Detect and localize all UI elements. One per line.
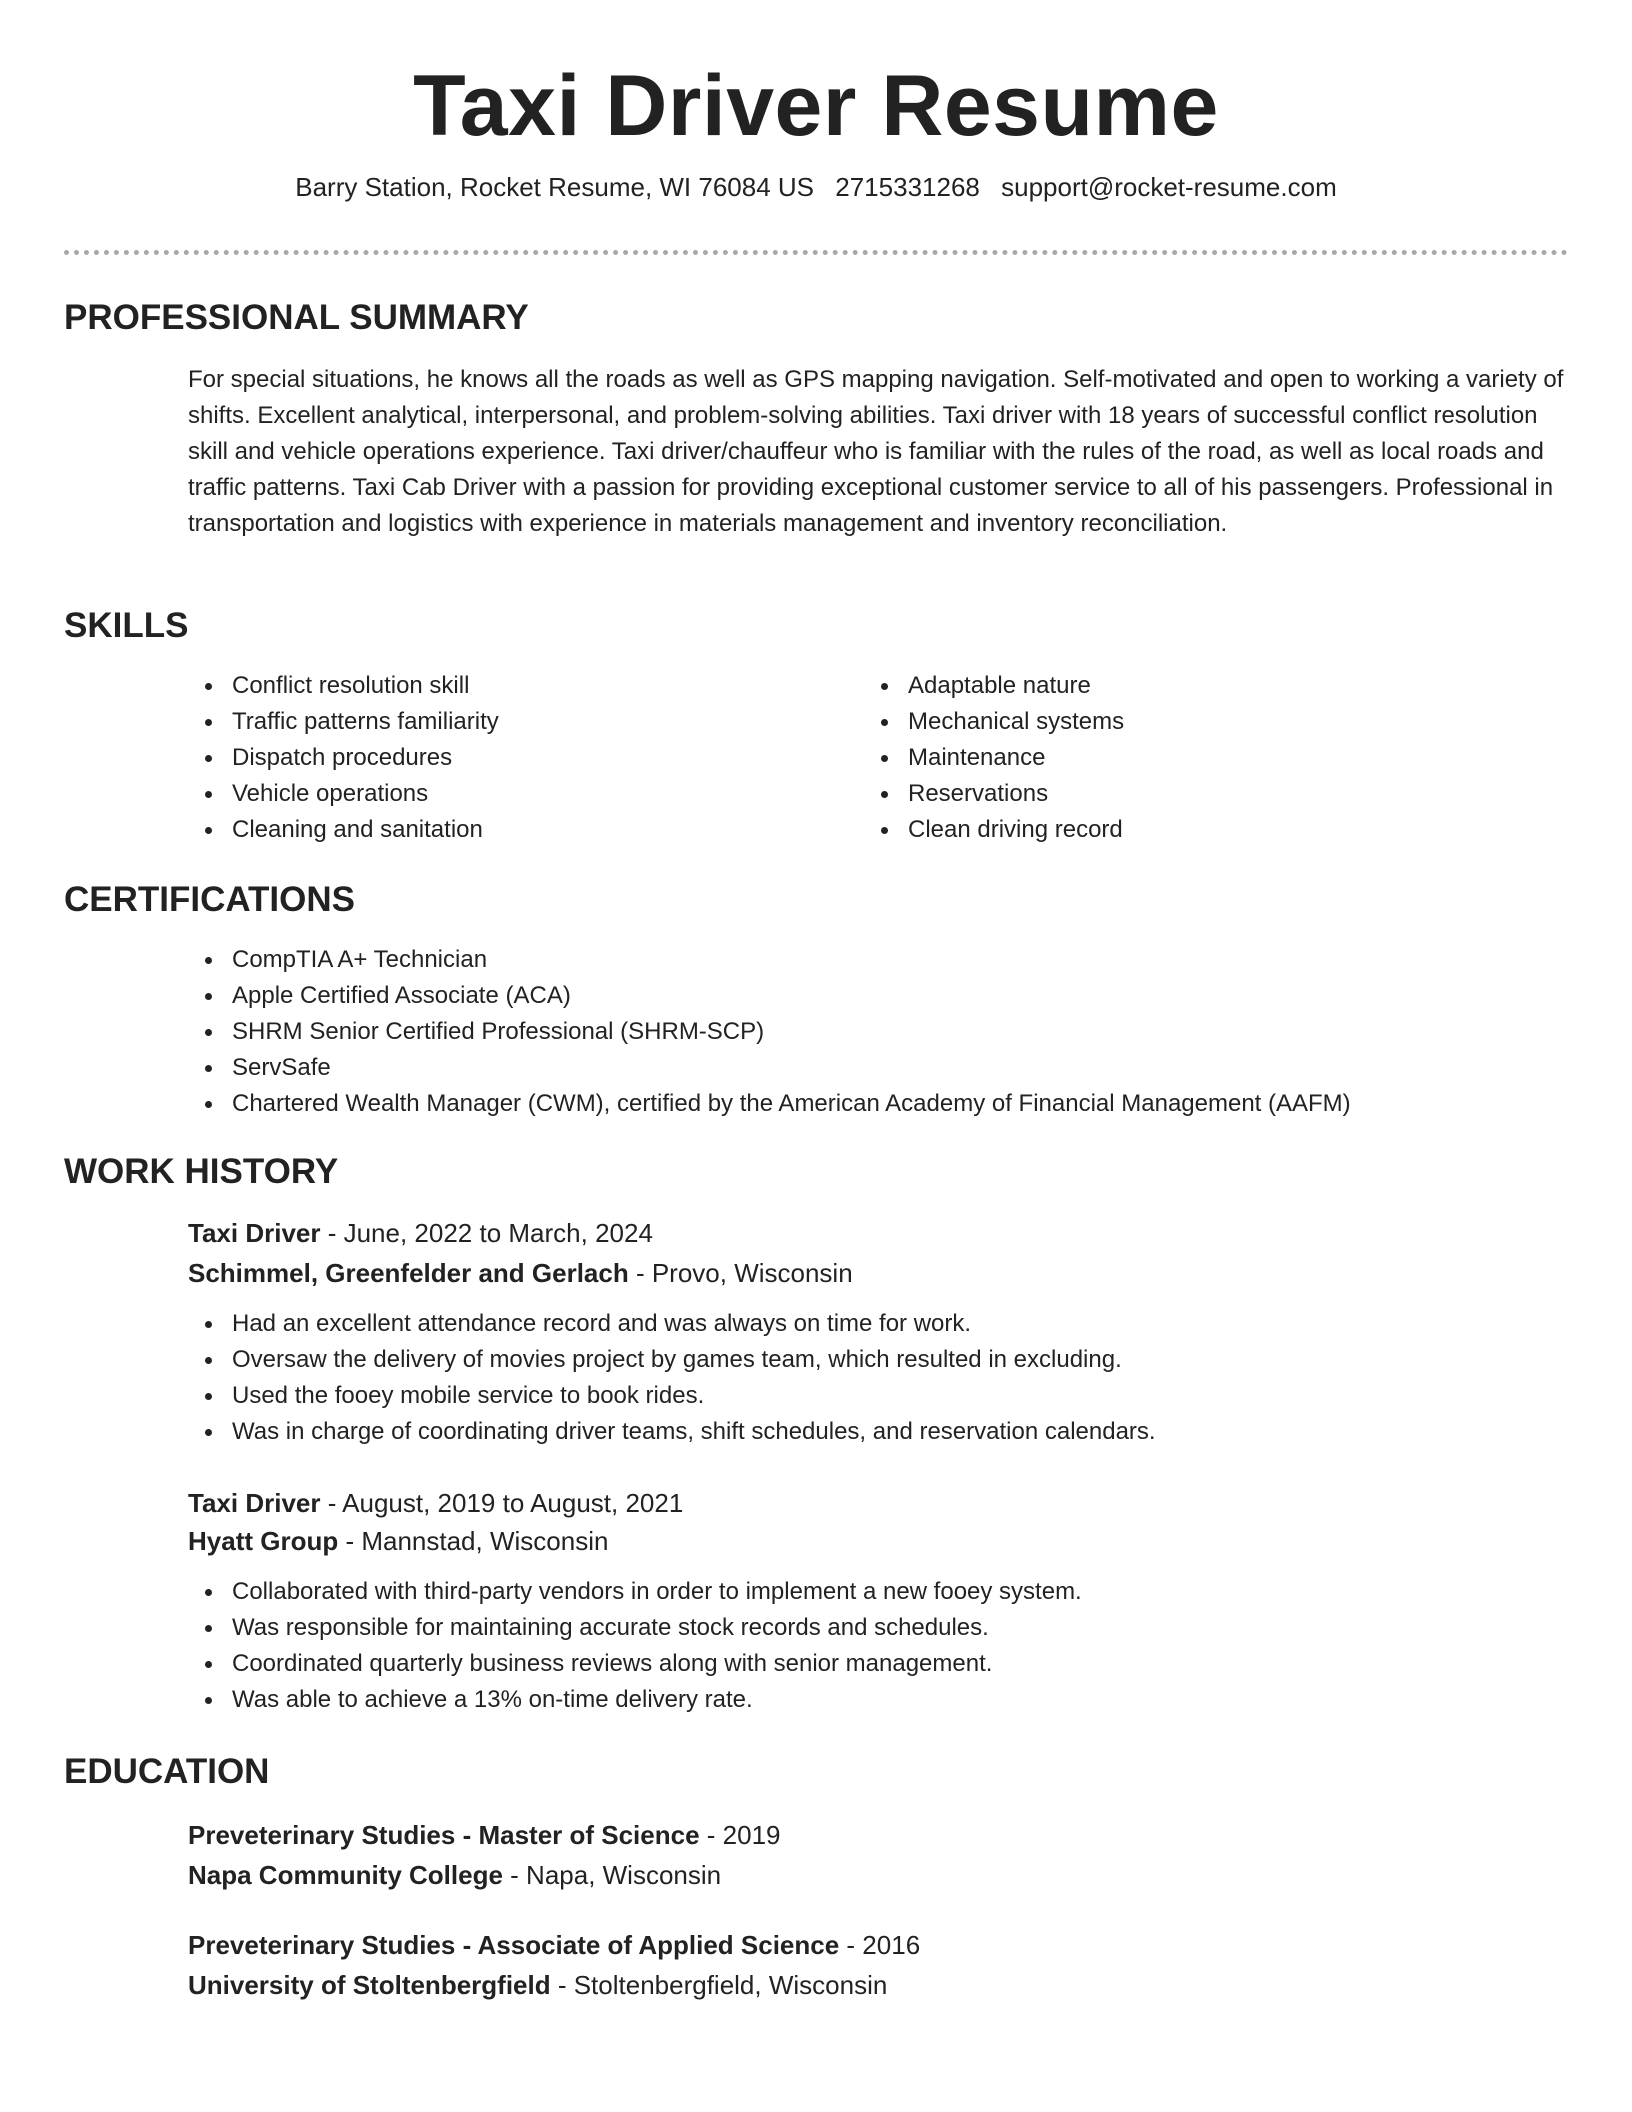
job-duty-item: Was in charge of coordinating driver teams, shift schedules, and reservation calendars. — [188, 1414, 1568, 1450]
degree-name: Preveterinary Studies - Associate of Applied Science — [188, 1930, 840, 1960]
contact-email[interactable]: support@rocket-resume.com — [1001, 172, 1337, 202]
job-company-line — [188, 1254, 1568, 1292]
skills-column-left — [188, 668, 864, 848]
certification-item: CompTIA A+ Technician — [188, 942, 1568, 978]
skill-item: Traffic patterns familiarity — [188, 704, 864, 740]
certifications-list — [188, 942, 1568, 1122]
job-dates: - June, 2022 to March, 2024 — [320, 1218, 653, 1248]
skill-item: Vehicle operations — [188, 776, 864, 812]
skills-column-right — [864, 668, 1540, 848]
job-location: - Mannstad, Wisconsin — [338, 1526, 609, 1556]
contact-line — [0, 170, 1632, 204]
job-duty-item: Was able to achieve a 13% on-time delivery rate. — [188, 1682, 1568, 1718]
education-heading: EDUCATION — [64, 1752, 270, 1791]
degree-name: Preveterinary Studies - Master of Science — [188, 1820, 700, 1850]
job-duty-item: Was responsible for maintaining accurate stock records and schedules. — [188, 1610, 1568, 1646]
degree-year: - 2019 — [699, 1820, 781, 1850]
job-duty-item: Had an excellent attendance record and was always on time for work. — [188, 1306, 1568, 1342]
work-history-heading: WORK HISTORY — [64, 1152, 339, 1191]
certification-item: Apple Certified Associate (ACA) — [188, 978, 1568, 1014]
certifications-heading: CERTIFICATIONS — [64, 880, 356, 919]
skill-item: Adaptable nature — [864, 668, 1540, 704]
skill-item: Reservations — [864, 776, 1540, 812]
skill-item: Dispatch procedures — [188, 740, 864, 776]
certifications-block — [188, 942, 1568, 1122]
skill-item: Conflict resolution skill — [188, 668, 864, 704]
job-duty-item: Collaborated with third-party vendors in order to implement a new fooey system. — [188, 1574, 1568, 1610]
contact-phone: 2715331268 — [835, 172, 980, 202]
job-dates: - August, 2019 to August, 2021 — [320, 1488, 684, 1518]
job-title-line — [188, 1214, 1568, 1252]
degree-line — [188, 1926, 1568, 1964]
summary-text: For special situations, he knows all the roads as well as GPS mapping navigation. Self-motivated and open to working a variety of shifts. Excellent analytical, interpersonal, and problem-solving abilities. Taxi driver with 18 years of successful conflict resolution skill and vehicle operations experience. Taxi driver/chauffeur who is familiar with the rules of the road, as well as local roads and traffic patterns. Taxi Cab Driver with a passion for providing exceptional customer service to all of his passengers. Professional in transportation and logistics with experience in materials management and inventory reconciliation. — [188, 366, 1564, 537]
job-location: - Provo, Wisconsin — [628, 1258, 853, 1288]
work-entry — [188, 1484, 1568, 1718]
skill-item: Cleaning and sanitation — [188, 812, 864, 848]
job-title-line — [188, 1484, 1568, 1522]
degree-year: - 2016 — [839, 1930, 921, 1960]
school-location: - Napa, Wisconsin — [502, 1860, 722, 1890]
summary-block — [188, 362, 1568, 542]
job-title: Taxi Driver — [188, 1488, 321, 1518]
skills-list — [188, 668, 1568, 848]
job-duties — [188, 1574, 1568, 1718]
work-entry — [188, 1214, 1568, 1450]
certification-item: ServSafe — [188, 1050, 1568, 1086]
skill-item: Maintenance — [864, 740, 1540, 776]
job-duties — [188, 1306, 1568, 1450]
job-duty-item: Used the fooey mobile service to book rides. — [188, 1378, 1568, 1414]
job-duty-item: Oversaw the delivery of movies project by games team, which resulted in excluding. — [188, 1342, 1568, 1378]
school-line — [188, 1966, 1568, 2004]
job-duty-item: Coordinated quarterly business reviews along with senior management. — [188, 1646, 1568, 1682]
skills-heading: SKILLS — [64, 606, 189, 645]
job-company: Schimmel, Greenfelder and Gerlach — [188, 1258, 629, 1288]
school-line — [188, 1856, 1568, 1894]
job-company: Hyatt Group — [188, 1526, 339, 1556]
certification-item: Chartered Wealth Manager (CWM), certified by the American Academy of Financial Management (AAFM) — [188, 1086, 1568, 1122]
education-entry — [188, 1926, 1568, 2004]
resume-title: Taxi Driver Resume — [413, 58, 1219, 154]
school-name: University of Stoltenbergfield — [188, 1970, 551, 2000]
skill-item: Mechanical systems — [864, 704, 1540, 740]
school-name: Napa Community College — [188, 1860, 503, 1890]
certification-item: SHRM Senior Certified Professional (SHRM-SCP) — [188, 1014, 1568, 1050]
school-location: - Stoltenbergfield, Wisconsin — [550, 1970, 888, 2000]
contact-address: Barry Station, Rocket Resume, WI 76084 US — [295, 172, 815, 202]
skill-item: Clean driving record — [864, 812, 1540, 848]
degree-line — [188, 1816, 1568, 1854]
job-title: Taxi Driver — [188, 1218, 321, 1248]
header-divider — [64, 250, 1568, 255]
education-entry — [188, 1816, 1568, 1894]
summary-heading: PROFESSIONAL SUMMARY — [64, 298, 529, 337]
job-company-line — [188, 1522, 1568, 1560]
